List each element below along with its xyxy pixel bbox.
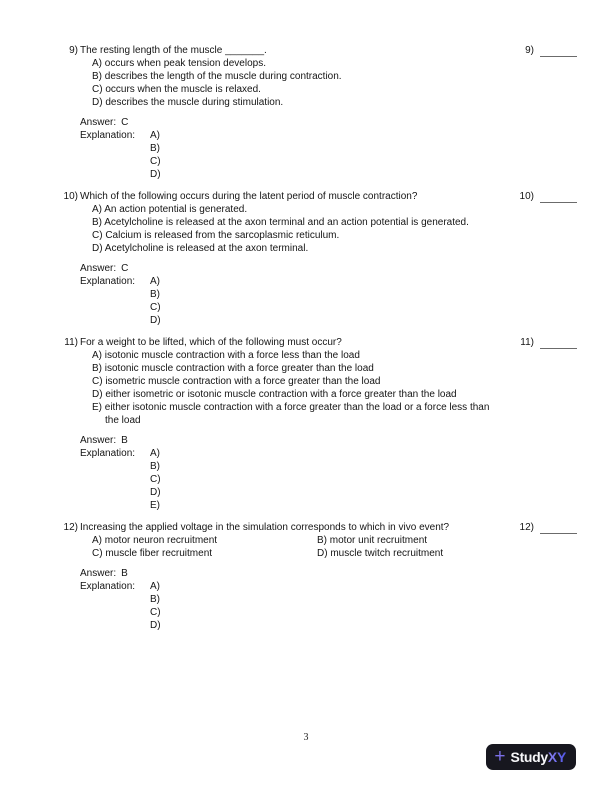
- explanation-letters: [150, 580, 166, 632]
- question-head: [0, 44, 612, 57]
- answer-blank: [540, 192, 577, 203]
- question-head: [0, 521, 612, 534]
- option-item: C) isometric muscle contraction with a force greater than the load: [92, 376, 381, 387]
- explanation-letter: C): [150, 156, 161, 167]
- answer-value: B: [121, 435, 128, 446]
- question-head: [0, 336, 612, 349]
- explanation-label: Explanation:: [80, 276, 136, 287]
- answer-slot: [517, 44, 577, 57]
- page-number: 3: [303, 732, 309, 743]
- answer-value: B: [121, 568, 128, 579]
- explanation-letter: B): [150, 289, 160, 300]
- answer-line: [0, 262, 612, 275]
- option-item: B) describes the length of the muscle during contraction.: [92, 71, 342, 82]
- question-head: [0, 190, 612, 203]
- explanation: [0, 129, 612, 181]
- answer-value: C: [121, 263, 129, 274]
- explanation: [0, 275, 612, 327]
- question-block: [0, 44, 612, 181]
- studyxy-logo: [486, 744, 576, 770]
- brand-name-primary: Study: [510, 748, 548, 765]
- option-item: A) An action potential is generated.: [92, 204, 248, 215]
- question-number: 9): [69, 45, 78, 56]
- option-item: A) motor neuron recruitment: [92, 535, 218, 546]
- answer-slot-number: 9): [525, 45, 534, 56]
- explanation-letter: B): [150, 143, 160, 154]
- option-row: [0, 547, 612, 560]
- question-text: Increasing the applied voltage in the simulation corresponds to which in vivo event?: [80, 522, 450, 533]
- answer-slot-number: 12): [519, 522, 534, 533]
- explanation-letter: A): [150, 581, 160, 592]
- explanation-letters: [150, 447, 166, 512]
- explanation: [0, 580, 612, 632]
- answer-blank: [540, 338, 577, 349]
- answer-slot: [517, 336, 577, 349]
- questions-container: [0, 44, 612, 632]
- option-item: C) occurs when the muscle is relaxed.: [92, 84, 261, 95]
- explanation-letters: [150, 129, 166, 181]
- question-number: 11): [64, 337, 78, 348]
- explanation-letter: A): [150, 130, 160, 141]
- answer-line: [0, 116, 612, 129]
- option-item: D) muscle twitch recruitment: [317, 548, 444, 559]
- answer-label: Answer:: [80, 568, 117, 579]
- answer-label: Answer:: [80, 263, 117, 274]
- explanation-label: Explanation:: [80, 448, 136, 459]
- answer-slot-number: 10): [519, 191, 534, 202]
- explanation-letter: C): [150, 474, 161, 485]
- option-item: B) motor unit recruitment: [317, 535, 428, 546]
- question-text: The resting length of the muscle _______.: [80, 45, 267, 56]
- explanation-letter: C): [150, 302, 161, 313]
- question-text: For a weight to be lifted, which of the following must occur?: [80, 337, 342, 348]
- explanation-letter: B): [150, 594, 160, 605]
- answer-value: C: [121, 117, 129, 128]
- option-item: E) either isotonic muscle contraction with a force greater than the load or a force less than the load: [92, 402, 490, 426]
- explanation-label: Explanation:: [80, 130, 136, 141]
- question-block: [0, 336, 612, 512]
- option-item: D) Acetylcholine is released at the axon terminal.: [92, 243, 309, 254]
- explanation-letter: C): [150, 607, 161, 618]
- answer-line: [0, 567, 612, 580]
- option-item: C) Calcium is released from the sarcoplasmic reticulum.: [92, 230, 340, 241]
- answer-slot-number: 11): [520, 337, 534, 348]
- explanation-letter: D): [150, 315, 161, 326]
- explanation-letter: A): [150, 276, 160, 287]
- explanation-letter: D): [150, 620, 161, 631]
- option-item: D) either isometric or isotonic muscle contraction with a force greater than the load: [92, 389, 457, 400]
- explanation-letter: B): [150, 461, 160, 472]
- option-item: B) isotonic muscle contraction with a force greater than the load: [92, 363, 374, 374]
- question-block: [0, 190, 612, 327]
- answer-blank: [540, 46, 577, 57]
- question-block: [0, 521, 612, 632]
- option-item: A) occurs when peak tension develops.: [92, 58, 266, 69]
- option-item: A) isotonic muscle contraction with a force less than the load: [92, 350, 360, 361]
- explanation-letter: D): [150, 169, 161, 180]
- plus-icon: +: [494, 745, 506, 767]
- answer-slot: [517, 521, 577, 534]
- answer-slot: [517, 190, 577, 203]
- question-number: 10): [63, 191, 78, 202]
- answer-blank: [540, 523, 577, 534]
- answer-label: Answer:: [80, 435, 117, 446]
- explanation-letter: D): [150, 487, 161, 498]
- question-text: Which of the following occurs during the latent period of muscle contraction?: [80, 191, 418, 202]
- brand-name-accent: XY: [547, 748, 566, 765]
- answer-line: [0, 434, 612, 447]
- explanation-letters: [150, 275, 166, 327]
- question-number: 12): [63, 522, 78, 533]
- option-item: D) describes the muscle during stimulation.: [92, 97, 284, 108]
- option-row: [0, 534, 612, 547]
- answer-label: Answer:: [80, 117, 117, 128]
- explanation-label: Explanation:: [80, 581, 136, 592]
- option-item: B) Acetylcholine is released at the axon terminal and an action potential is generated.: [92, 217, 469, 228]
- explanation: [0, 447, 612, 512]
- explanation-letter: E): [150, 500, 160, 511]
- explanation-letter: A): [150, 448, 160, 459]
- option-item: C) muscle fiber recruitment: [92, 548, 213, 559]
